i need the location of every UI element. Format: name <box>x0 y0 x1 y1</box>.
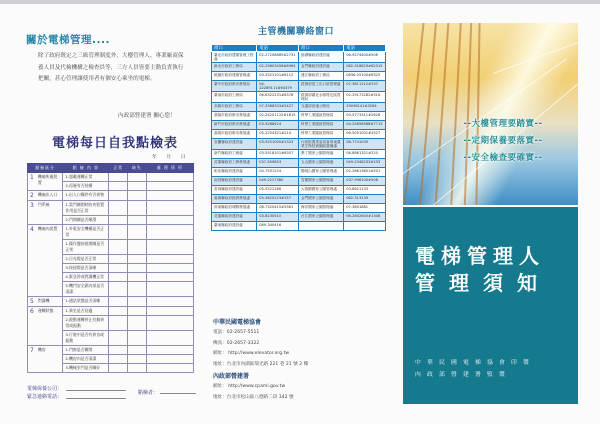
defect-cell[interactable] <box>128 331 147 346</box>
handling-cell[interactable] <box>146 316 193 331</box>
normal-cell[interactable] <box>109 297 128 307</box>
contact-row <box>212 159 386 168</box>
about-body: 除了政府既定之三級管理制度外，大樓管理人、專業廠商保養人員及代檢機構之檢查員等，三方人員皆要主動負責執行把關，甚心管理讓使用者有個安心乘坐的電梯。 <box>38 53 184 82</box>
handling-cell[interactable] <box>146 173 193 182</box>
defect-cell[interactable] <box>128 282 147 297</box>
agency-name: 交通部高速公路局 <box>298 103 343 112</box>
check-item: 1.乘坐是否舒適 <box>63 307 109 316</box>
normal-cell[interactable] <box>109 191 128 201</box>
photo-frame-line <box>450 23 462 205</box>
contact-row <box>212 81 386 92</box>
normal-cell[interactable] <box>109 331 128 346</box>
header-content: 點 檢 內 容 <box>63 164 109 173</box>
header-handling: 處 理 情 形 <box>146 164 193 173</box>
agency-name: 科學工業園區管理局 <box>298 130 343 139</box>
agency-name: 新北市政府工務局 <box>212 63 257 72</box>
agency-phone: 05-5522186 <box>257 186 299 195</box>
agency-name: 嘉義縣政府經濟發展處 <box>212 195 257 204</box>
agency-name: 台江國家公園管理處 <box>298 213 343 222</box>
contact-header-row <box>212 45 386 52</box>
org-website-link[interactable]: 網址： http://www.elevator.org.tw <box>213 351 290 356</box>
defect-cell[interactable] <box>128 355 147 364</box>
check-item: 2.門開關是否順滑 <box>63 216 109 225</box>
handling-cell[interactable] <box>146 216 193 225</box>
defect-cell[interactable] <box>128 201 147 216</box>
header-window: 窗口 <box>298 45 343 52</box>
agency-name: 花蓮縣政府建設處 <box>212 213 257 222</box>
check-item: 3.行進中是否有異音或振動 <box>63 331 109 346</box>
header-defect: 缺失 <box>128 164 147 173</box>
contact-row <box>212 168 386 177</box>
about-signature: 內政部營建署 關心您！ <box>118 113 176 119</box>
slogan-maintenance: --定期保養要落實-- <box>463 136 543 146</box>
check-item: 1.門窗是否關閉 <box>63 346 109 355</box>
checklist-row <box>28 173 194 182</box>
check-item: 1.出入口構件有否異物 <box>63 191 109 201</box>
org-name: 中華民國電梯協會 <box>213 319 262 326</box>
agency-phone: 03-5773311#2628 <box>344 112 386 121</box>
agency-phone: 07-3368333#2427 <box>257 103 299 112</box>
header-category: 點檢區分 <box>28 164 63 173</box>
agency-name: 南投縣政府建設處 <box>212 177 257 186</box>
handling-cell[interactable] <box>146 355 193 364</box>
header-window: 窗口 <box>212 45 257 52</box>
agency-name: 雲林縣政府建設處 <box>212 186 257 195</box>
agency-phone: 07-3611212#237 <box>344 81 386 92</box>
agency-phone: 02-27208889#2731 <box>257 52 299 63</box>
defect-cell[interactable] <box>128 173 147 182</box>
agency-name: 墾丁國家公園管理處 <box>298 150 343 159</box>
supervised-by: 內政部營建署監製 <box>415 372 511 378</box>
contact-row <box>212 121 386 130</box>
normal-cell[interactable] <box>109 316 128 331</box>
defect-cell[interactable] <box>128 191 147 201</box>
agency-name: 連江縣政府工務局 <box>298 72 343 81</box>
normal-cell[interactable] <box>109 364 128 373</box>
group-category: 機廂內裝置 <box>36 225 63 297</box>
agency-phone: 29096141#3264 <box>344 103 386 112</box>
agency-name: 臺南市政府工務局 <box>212 92 257 103</box>
check-item: 5.機門安全鎖內部是否清潔 <box>63 282 109 297</box>
org-address: 地址：台北市松山區八德路二段 342 號 <box>213 394 294 400</box>
contact-row <box>212 130 386 139</box>
signature-line <box>66 390 126 391</box>
checklist-row <box>28 201 194 216</box>
group-number: 4 <box>28 225 36 297</box>
agency-phone: 06-6322231#6378 <box>257 92 299 103</box>
check-item: 4.緊急鈴或對講機正常 <box>63 273 109 282</box>
contact-title: 主管機關聯絡窗口 <box>258 27 335 37</box>
group-category: 機廂所處裝置 <box>36 173 63 191</box>
defect-cell[interactable] <box>128 216 147 225</box>
group-number: 3 <box>28 201 36 225</box>
check-item: 3.按鈕燈是否清晰 <box>63 264 109 273</box>
group-category: 機廂出入口 <box>36 191 63 201</box>
contact-row <box>212 103 386 112</box>
elevator-association-info <box>213 318 308 370</box>
agency-phone <box>344 222 386 231</box>
defect-cell[interactable] <box>128 307 147 316</box>
agency-phone: 06-5051001#2527 <box>344 130 386 139</box>
normal-cell[interactable] <box>109 255 128 264</box>
agency-phone: 02-29173282#316 <box>344 92 386 103</box>
normal-cell[interactable] <box>109 264 128 273</box>
normal-cell[interactable] <box>109 216 128 225</box>
defect-cell[interactable] <box>128 346 147 355</box>
slogans <box>433 116 573 167</box>
handling-cell[interactable] <box>146 364 193 373</box>
emergency-phone-field[interactable] <box>27 393 126 400</box>
agency-phone: 082-313139 <box>344 195 386 204</box>
building-photo <box>403 23 578 205</box>
handling-cell[interactable] <box>146 346 193 355</box>
agency-phone: 03-8621133 <box>344 186 386 195</box>
agency-phone: 08-8861321#220 <box>344 150 386 159</box>
agency-phone: 089-340416 <box>257 222 299 231</box>
cover-title <box>415 243 551 297</box>
agency-phone: 037-559853 <box>257 159 299 168</box>
date-row <box>152 153 186 160</box>
defect-cell[interactable] <box>128 240 147 255</box>
agency-phone: 03-9251000#1323 <box>257 139 299 150</box>
agency-phone: 04-22289111#64379 <box>257 81 299 92</box>
handling-cell[interactable] <box>146 297 193 307</box>
header-phone: 電話 <box>344 45 386 52</box>
agency-name: 經濟部加工出口區管理處 <box>298 81 343 92</box>
contact-table <box>211 44 386 231</box>
normal-cell[interactable] <box>109 182 128 191</box>
normal-cell[interactable] <box>109 173 128 182</box>
contact-row <box>212 72 386 81</box>
agency-phone: 0836-25100#6325 <box>344 72 386 81</box>
org-phone: 電話：02-2657-5511 <box>213 330 260 335</box>
agency-phone: 04-7531224 <box>257 168 299 177</box>
agency-name: 桃園市政府建築管理處 <box>212 72 257 81</box>
agency-phone: 06-9274400#506 <box>344 52 386 63</box>
agency-phone: 037-996100#508 <box>344 177 386 186</box>
contact-body <box>212 52 386 231</box>
maintenance-company-label: 電梯保養公司： <box>27 386 63 392</box>
defect-cell[interactable] <box>128 316 147 331</box>
handling-cell[interactable] <box>146 264 193 273</box>
check-item: 1.超載運轉正常 <box>63 173 109 182</box>
photo-frame-line <box>435 23 450 205</box>
check-item: 1.操作盤按鈕開關是否正常 <box>63 240 109 255</box>
cover-panel <box>400 4 600 424</box>
defect-cell[interactable] <box>128 264 147 273</box>
inspector-field[interactable] <box>138 389 196 396</box>
contact-row <box>212 213 386 222</box>
slogan-management: --大樓管理要踏實-- <box>463 119 543 129</box>
agency-name: 嘉義市政府都市發展處 <box>212 130 257 139</box>
agency-name: 臺東縣政府建設處 <box>212 222 257 231</box>
defect-cell[interactable] <box>128 297 147 307</box>
contact-row <box>212 177 386 186</box>
check-item: 1.當門關閉時防夾裝置作用是否正常 <box>63 201 109 216</box>
check-item: 1.外電安全機構是否正常 <box>63 225 109 240</box>
check-item: 2.啟動運轉停止有無異常或振動 <box>63 316 109 331</box>
cover-title-line2: 管理須知 <box>415 271 551 295</box>
contact-row <box>212 195 386 204</box>
agency-name: 臺北市政府建築管理工程處 <box>212 52 257 63</box>
handling-cell[interactable] <box>146 191 193 201</box>
maintenance-company-field[interactable] <box>27 385 126 392</box>
agency-name: 經濟部臺北水源特定區管理局 <box>298 92 343 103</box>
check-item: 1.通話狀態是否清晰 <box>63 297 109 307</box>
agency-phone: 03-5518101#6357 <box>257 150 299 159</box>
contact-row <box>212 112 386 121</box>
photo-frame-line <box>419 23 437 205</box>
cover-publisher <box>415 357 535 381</box>
org-website-link[interactable]: 網址： http://www.cpami.gov.tw <box>213 384 286 389</box>
normal-cell[interactable] <box>109 346 128 355</box>
agency-name: 金門國家公園管理處 <box>298 195 343 204</box>
agency-phone: 04-25658588#7715 <box>344 121 386 130</box>
group-number: 6 <box>28 307 36 346</box>
normal-cell[interactable] <box>109 307 128 316</box>
check-item: 3.機械室門是否關好 <box>63 364 109 373</box>
group-category: 門系統 <box>36 201 63 225</box>
checklist-row <box>28 225 194 240</box>
handling-cell[interactable] <box>146 225 193 240</box>
left-panel <box>0 4 200 424</box>
cover-title-block <box>403 207 578 404</box>
contact-row <box>212 52 386 63</box>
agency-phone: 082-318823#62315 <box>344 63 386 72</box>
group-number: 5 <box>28 297 36 307</box>
agency-phone: 06-2842600#1308 <box>344 213 386 222</box>
middle-panel <box>200 4 400 424</box>
group-number: 7 <box>28 346 36 373</box>
handling-cell[interactable] <box>146 255 193 264</box>
normal-cell[interactable] <box>109 273 128 282</box>
agency-name: 科學工業園區管理局 <box>298 112 343 121</box>
contact-row <box>212 63 386 72</box>
check-item: 2.再層有否持續 <box>63 182 109 191</box>
agency-name: 雪霸國家公園管理處 <box>298 177 343 186</box>
agency-name: 新竹縣政府工務處 <box>212 150 257 159</box>
agency-phone: 049-2348233#233 <box>344 159 386 168</box>
checklist-row <box>28 297 194 307</box>
agency-name: 澎湖縣政府建設處 <box>298 52 343 63</box>
checklist-row <box>28 346 194 355</box>
handling-cell[interactable] <box>146 307 193 316</box>
agency-name: 苗栗縣政府工務發展處 <box>212 159 257 168</box>
group-category: 運轉狀態 <box>36 307 63 346</box>
org-address: 地址：台北市內湖區瑞光路 221 巷 21 號 2 樓 <box>213 361 309 367</box>
handling-cell[interactable] <box>146 282 193 297</box>
defect-cell[interactable] <box>128 364 147 373</box>
agency-phone: 02-24201122#1815 <box>257 112 299 121</box>
handling-cell[interactable] <box>146 201 193 216</box>
agency-phone: 07-3601881 <box>344 204 386 213</box>
header-phone: 電話 <box>257 45 299 52</box>
month-label: 月 <box>166 155 172 160</box>
agency-name <box>298 222 343 231</box>
group-number: 2 <box>28 191 36 201</box>
agency-phone: 049-2227380 <box>257 177 299 186</box>
group-number: 1 <box>28 173 36 191</box>
group-category: 機房 <box>36 346 63 373</box>
slogan-inspection: --安全檢查要確實-- <box>463 153 543 163</box>
defect-cell[interactable] <box>128 225 147 240</box>
defect-cell[interactable] <box>128 273 147 282</box>
agency-phone: 03-8230510 <box>257 213 299 222</box>
handling-cell[interactable] <box>146 240 193 255</box>
cover-title-line1: 電梯管理人 <box>415 244 545 268</box>
handling-cell[interactable] <box>146 273 193 282</box>
agency-name: 新竹市政府都市發展處 <box>212 121 257 130</box>
agency-phone: 05-3620123#157 <box>257 195 299 204</box>
agency-name: 宜蘭縣政府建設處 <box>212 139 257 150</box>
checklist-row <box>28 191 194 201</box>
checklist-title: 電梯每日自我點檢表 <box>52 136 179 151</box>
daily-checklist-table <box>27 163 194 373</box>
defect-cell[interactable] <box>128 255 147 264</box>
agency-name: 彰化縣政府建設處 <box>212 168 257 177</box>
checklist-header-row <box>28 164 194 173</box>
handling-cell[interactable] <box>146 182 193 191</box>
normal-cell[interactable] <box>109 225 128 240</box>
agency-name: 臺中市政府都市發展局 <box>212 81 257 92</box>
agency-phone: 08-7741039 <box>344 139 386 150</box>
contact-row <box>212 222 386 231</box>
agency-name: 海洋國家公園管理處 <box>298 204 343 213</box>
cpami-info <box>213 372 294 403</box>
year-label: 年 <box>152 155 157 160</box>
agency-name: 屏東縣政府城鄉發展處 <box>212 204 257 213</box>
agency-name: 玉山國家公園管理處 <box>298 159 343 168</box>
normal-cell[interactable] <box>109 355 128 364</box>
agency-name: 陽明山國家公園管理處 <box>298 168 343 177</box>
agency-phone: 02-28613601#501 <box>344 168 386 177</box>
printed-by: 中華民國電梯協會印製 <box>415 360 535 366</box>
contact-row <box>212 204 386 213</box>
check-item: 2.日光燈是否正常 <box>63 255 109 264</box>
org-name: 內政部營建署 <box>213 373 250 380</box>
emergency-phone-label: 緊急連絡電話： <box>27 394 63 400</box>
defect-cell[interactable] <box>128 182 147 191</box>
contact-row <box>212 186 386 195</box>
agency-name: 金門縣政府建設處 <box>298 63 343 72</box>
photo-frame-line <box>475 23 480 205</box>
signature-line <box>66 398 126 399</box>
header-normal: 正常 <box>109 164 128 173</box>
normal-cell[interactable] <box>109 201 128 216</box>
agency-name: 高雄市政府工務局 <box>212 103 257 112</box>
signature-line <box>160 393 196 394</box>
agency-name: 行政院農業委員會屏東農業生物技術園區籌備處 <box>298 139 343 150</box>
agency-name: 科學工業園區管理局 <box>298 121 343 130</box>
contact-row <box>212 139 386 150</box>
check-item: 2.機房內是否清潔 <box>63 355 109 364</box>
agency-phone: 08-7320415#3361 <box>257 204 299 213</box>
agency-name: 基隆市政府都市發展處 <box>212 112 257 121</box>
agency-phone: 03-5268424 <box>257 121 299 130</box>
agency-phone: 03-3322101#6112 <box>257 72 299 81</box>
inspector-label: 點檢者： <box>138 390 159 396</box>
normal-cell[interactable] <box>109 282 128 297</box>
agency-phone: 02-29603456#8964 <box>257 63 299 72</box>
about-title: 關於電梯管理.... <box>26 34 110 46</box>
contact-row <box>212 150 386 159</box>
checklist-body <box>28 173 194 373</box>
agency-phone: 05-2254321#214 <box>257 130 299 139</box>
handling-cell[interactable] <box>146 331 193 346</box>
normal-cell[interactable] <box>109 240 128 255</box>
agency-name: 太魯閣國家公園管理處 <box>298 186 343 195</box>
day-label: 日 <box>180 155 186 160</box>
checklist-row <box>28 307 194 316</box>
group-category: 對講機 <box>36 297 63 307</box>
contact-row <box>212 92 386 103</box>
org-fax: 傳真：02-2657-3322 <box>213 340 260 346</box>
